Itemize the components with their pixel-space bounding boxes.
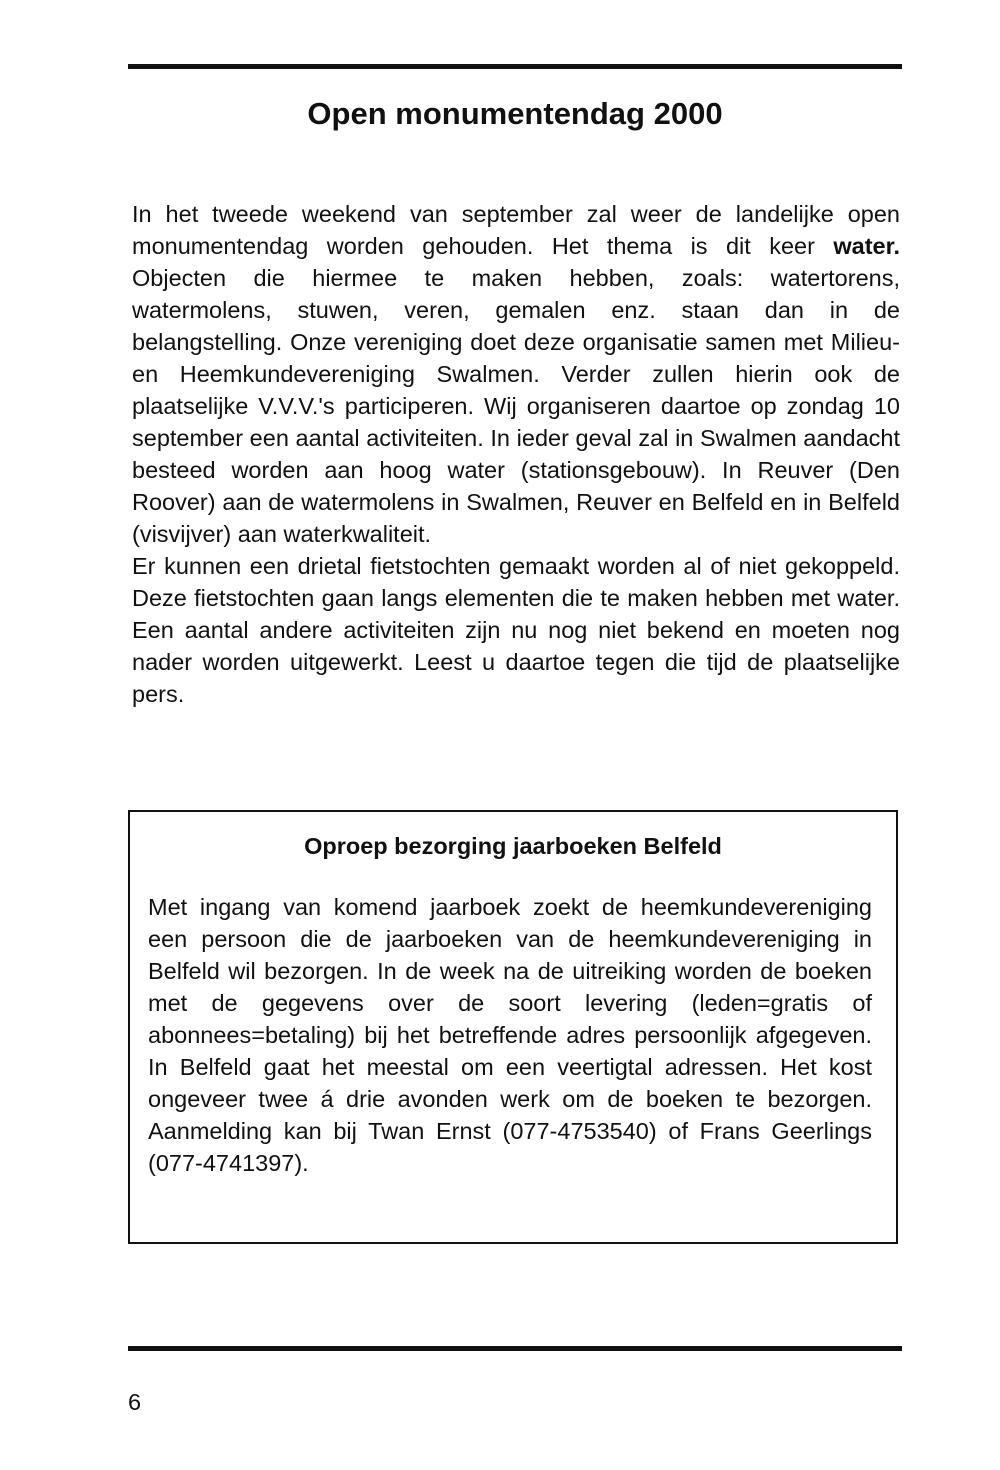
bottom-rule bbox=[128, 1346, 902, 1351]
callout-title: Oproep bezorging jaarboeken Belfeld bbox=[304, 833, 722, 859]
article-paragraph-1-end: Objecten die hiermee te maken hebben, zoals: watertorens, watermolens, stuwen, veren, gemalen enz. staan dan in de belangstelling. Onze vereniging doet deze organisatie samen met Milieu- en Heemkundevereniging Swalmen. Verder zullen hierin ook de plaatselijke V.V.V.'s participeren. Wij organiseren daartoe op zondag 10 september een aantal activiteiten. In ieder geval zal in Swalmen aandacht besteed worden aan hoog water (stationsgebouw). In Reuver (Den Roover) aan de watermolens in Swalmen, Reuver en Belfeld en in Belfeld (visvijver) aan waterkwaliteit. bbox=[132, 265, 900, 547]
article-paragraph-1 bbox=[132, 198, 900, 550]
article-paragraph-2: Er kunnen een drietal fietstochten gemaakt worden al of niet gekoppeld. Deze fietstochten gaan langs elementen die te maken hebben met water. Een aantal andere activiteiten zijn nu nog niet bekend en moeten nog nader worden uitgewerkt. Leest u daartoe tegen die tijd de plaatselijke pers. bbox=[132, 553, 900, 707]
top-rule bbox=[128, 64, 902, 69]
page-number: 6 bbox=[128, 1389, 142, 1415]
article-title: Open monumentendag 2000 bbox=[307, 96, 723, 131]
article-paragraph-1-start: In het tweede weekend van september zal weer de landelijke open monumentendag worden gehouden. Het thema is dit keer bbox=[132, 201, 900, 259]
callout-box bbox=[128, 810, 898, 1244]
article-theme-word: water. bbox=[833, 233, 900, 259]
callout-body: Met ingang van komend jaarboek zoekt de heemkundevereniging een persoon die de jaarboeken van de heemkundevereniging in Belfeld wil bezorgen. In de week na de uitreiking worden de boeken met de gegevens over de soort levering (leden=gratis of abonnees=betaling) bij het betreffende adres persoonlijk afgegeven. In Belfeld gaat het meestal om een veertigtal adressen. Het kost ongeveer twee á drie avonden werk om de boeken te bezorgen. Aanmelding kan bij Twan Ernst (077-4753540) of Frans Geerlings (077-4741397). bbox=[148, 894, 872, 1176]
article-body bbox=[132, 198, 900, 710]
